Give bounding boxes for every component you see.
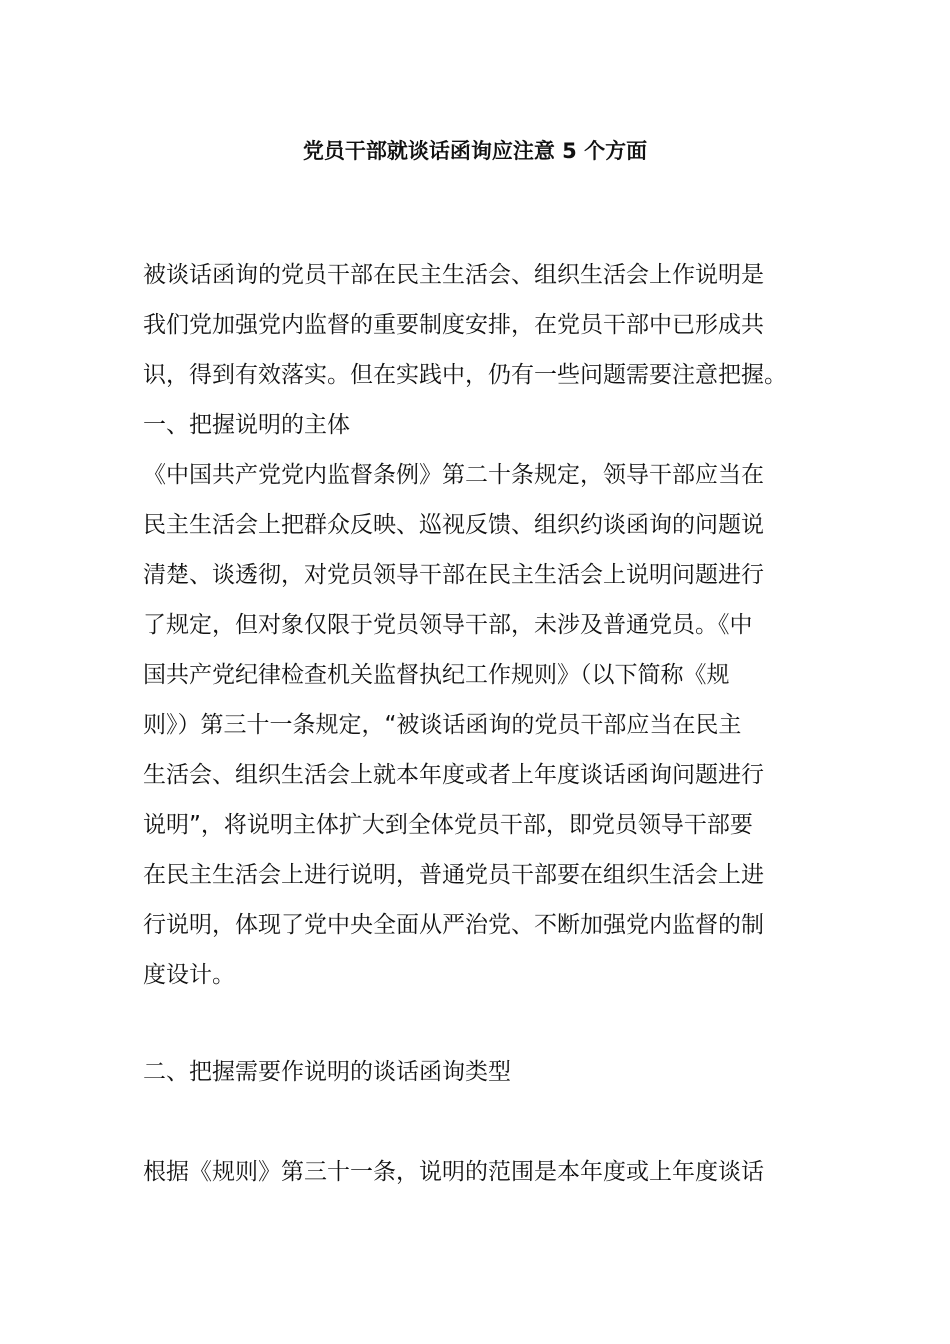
text-line: 国共产党纪律检查机关监督执纪工作规则》（以下简称《规	[143, 662, 730, 688]
text-line: 在民主生活会上进行说明，普通党员干部要在组织生活会上进	[143, 862, 764, 888]
text-line: 被谈话函询的党员干部在民主生活会、组织生活会上作说明是	[143, 262, 764, 288]
text-line: 度设计。	[143, 962, 235, 988]
text-line: 则》）第三十一条规定，“被谈话函询的党员干部应当在民主	[143, 712, 742, 738]
paragraph-block-section2	[143, 1147, 807, 1197]
section2-heading: 二、把握需要作说明的谈话函询类型	[143, 1059, 511, 1085]
section2-block	[143, 1047, 807, 1097]
text-line: 说明”，将说明主体扩大到全体党员干部，即党员领导干部要	[143, 812, 753, 838]
text-line: 行说明，体现了党中央全面从严治党、不断加强党内监督的制	[143, 912, 764, 938]
text-line: 了规定，但对象仅限于党员领导干部，未涉及普通党员。《中	[143, 612, 753, 638]
text-line: 民主生活会上把群众反映、巡视反馈、组织约谈函询的问题说	[143, 512, 764, 538]
document-title: 党员干部就谈话函询应注意 5 个方面	[302, 139, 648, 163]
section1-heading: 一、把握说明的主体	[143, 412, 350, 438]
text-line: 根据《规则》第三十一条，说明的范围是本年度或上年度谈话	[143, 1159, 764, 1185]
text-line: 识，得到有效落实。但在实践中，仍有一些问题需要注意把握。	[143, 362, 787, 388]
text-line: 清楚、谈透彻，对党员领导干部在民主生活会上说明问题进行	[143, 562, 764, 588]
text-line: 生活会、组织生活会上就本年度或者上年度谈话函询问题进行	[143, 762, 764, 788]
paragraph-block-intro-section1	[143, 250, 807, 1000]
text-line: 我们党加强党内监督的重要制度安排，在党员干部中已形成共	[143, 312, 764, 338]
text-line: 《中国共产党党内监督条例》第二十条规定，领导干部应当在	[143, 462, 764, 488]
